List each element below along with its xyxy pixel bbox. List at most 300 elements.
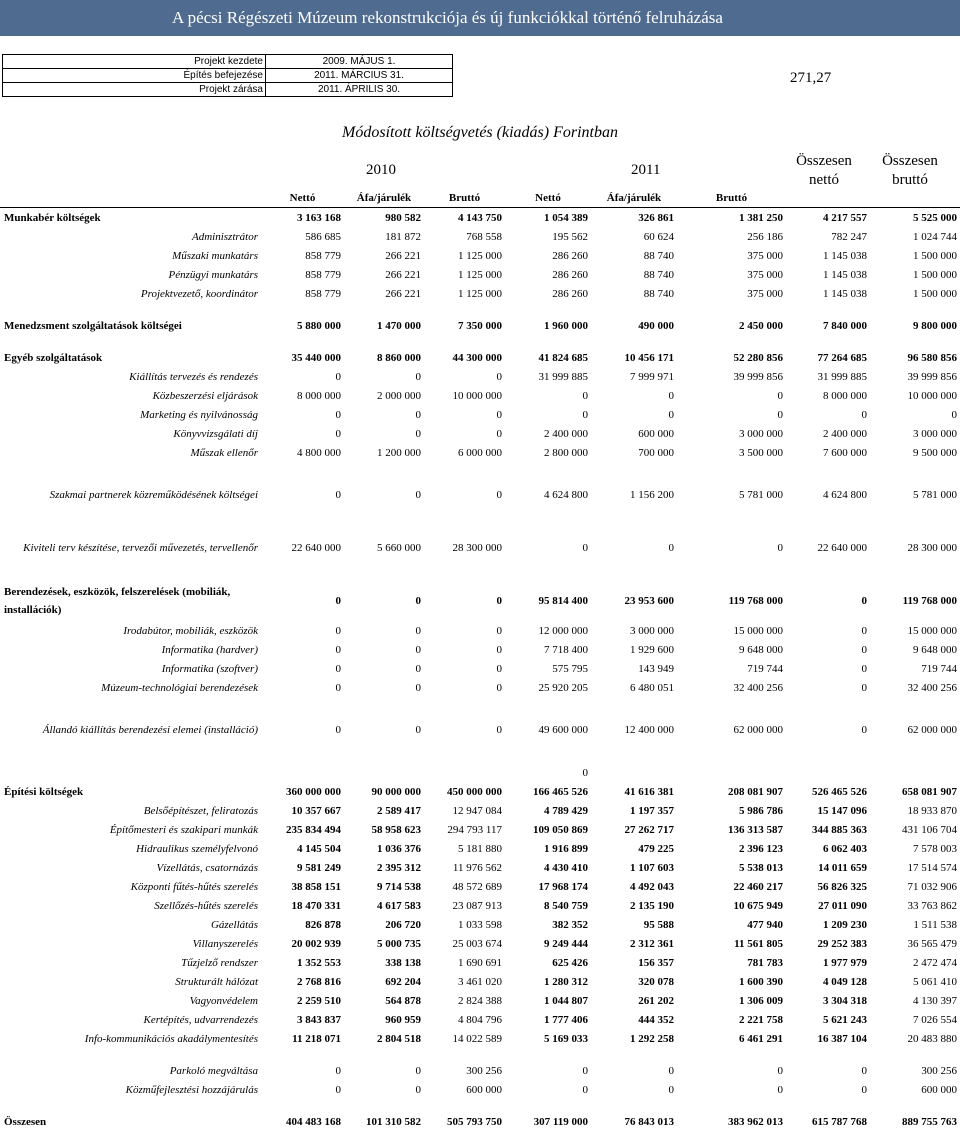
value-cell: 3 000 000 [630,624,674,637]
budget-row [0,991,960,1010]
total-gross-header: Összesen bruttó [882,153,938,188]
value-cell: 4 804 796 [458,1013,502,1026]
value-cell: 3 843 837 [297,1013,341,1026]
value-cell: 52 280 856 [733,351,783,364]
value-cell: 1 197 357 [630,804,674,817]
row-label: Közbeszerzési eljárások [152,389,258,402]
value-cell: 2 800 000 [544,446,588,459]
value-cell: 0 [335,724,341,736]
value-cell: 0 [335,643,341,656]
value-cell: 600 000 [638,427,674,440]
value-cell: 39 999 856 [733,370,783,383]
value-cell: 0 [415,662,421,675]
value-cell: 960 959 [385,1013,421,1026]
value-cell: 15 147 096 [817,804,867,817]
project-info-label: Projekt kezdete [3,55,266,69]
value-cell: 0 [335,681,341,694]
value-cell: 1 036 376 [377,842,421,855]
value-cell: 858 779 [305,268,341,281]
value-cell: 3 304 318 [823,994,867,1007]
value-cell: 9 249 444 [544,937,588,950]
value-cell: 431 106 704 [902,823,957,836]
value-cell: 1 209 230 [823,918,867,931]
value-cell: 0 [496,681,502,694]
budget-row [0,284,960,303]
value-cell: 266 221 [385,249,421,262]
value-cell: 1 470 000 [377,319,421,332]
row-label: Vízellátás, csatornázás [156,861,258,874]
value-cell: 0 [496,427,502,440]
value-cell: 0 [582,542,588,554]
value-cell: 11 561 805 [734,937,783,950]
project-duration: 271,27 [790,70,832,86]
budget-row [0,858,960,877]
budget-row [0,1112,960,1131]
value-cell [677,763,786,782]
value-cell: 0 [415,427,421,440]
value-cell: 14 022 589 [452,1032,502,1045]
budget-row [0,265,960,284]
value-cell: 0 [335,595,341,607]
value-cell: 0 [496,624,502,637]
value-cell: 8 000 000 [297,389,341,402]
row-label: Villanyszerelés [192,937,258,950]
value-cell: 0 [415,643,421,656]
value-cell: 27 262 717 [624,823,674,836]
value-cell: 1 033 598 [458,918,502,931]
project-info-value: 2009. MÁJUS 1. [266,55,453,69]
value-cell [344,763,424,782]
value-cell: 0 [582,1064,588,1077]
value-cell: 62 000 000 [907,724,957,736]
value-cell: 71 032 906 [907,880,957,893]
budget-row [0,763,960,782]
year-2010-header: 2010 [366,162,396,178]
value-cell: 360 000 000 [286,785,341,798]
row-label: Állandó kiállítás berendezési elemei (installáció) [42,724,258,736]
value-cell: 826 878 [305,918,341,931]
value-cell: 181 872 [385,230,421,243]
budget-row [0,782,960,801]
budget-row [0,405,960,424]
value-cell: 0 [668,1064,674,1077]
row-label: Berendezések, eszközök, felszerelések (mobiliák, installációk) [4,586,231,616]
value-cell: 300 256 [921,1064,957,1077]
value-cell: 1 107 603 [630,861,674,874]
value-cell: 6 461 291 [739,1032,783,1045]
row-label: Szakmai partnerek közreműködésének költségei [49,489,258,501]
value-cell: 382 352 [552,918,588,931]
spacer-row [0,697,960,710]
value-cell: 0 [668,408,674,421]
spacer-cell [0,335,960,348]
project-info-value: 2011. ÁPRILIS 30. [266,83,453,97]
spacer-cell [0,697,960,710]
value-cell: 0 [861,624,867,637]
budget-row [0,820,960,839]
value-cell: 0 [582,1083,588,1096]
value-cell: 39 999 856 [907,370,957,383]
value-cell: 0 [335,624,341,637]
value-cell: 41 616 381 [624,785,674,798]
value-cell: 0 [415,624,421,637]
value-cell: 17 514 574 [907,861,957,874]
value-cell: 586 685 [305,230,341,243]
value-cell: 88 740 [643,249,674,262]
value-cell: 0 [496,408,502,421]
row-label: Központi fűtés-hűtés szerelés [130,880,258,893]
value-cell: 16 387 104 [817,1032,867,1045]
value-cell: 444 352 [638,1013,674,1026]
value-cell: 375 000 [747,287,783,300]
value-cell: 0 [415,724,421,736]
value-cell: 2 135 190 [630,899,674,912]
value-cell: 7 026 554 [913,1013,957,1026]
budget-row [0,348,960,367]
value-cell: 36 565 479 [907,937,957,950]
budget-row [0,581,960,621]
value-cell: 0 [668,542,674,554]
value-cell: 286 260 [552,268,588,281]
value-cell: 9 800 000 [913,319,957,332]
value-cell: 0 [335,408,341,421]
value-cell: 1 381 250 [739,211,783,224]
spacer-row [0,1099,960,1112]
value-cell: 575 795 [552,662,588,675]
value-cell: 14 011 659 [818,861,867,874]
value-cell: 41 824 685 [538,351,588,364]
column-header: Bruttó [424,188,505,208]
budget-row [0,316,960,335]
budget-row [0,1029,960,1048]
value-cell: 2 000 000 [377,389,421,402]
value-cell: 1 044 807 [544,994,588,1007]
budget-row [0,839,960,858]
value-cell: 2 400 000 [544,427,588,440]
spacer-row [0,335,960,348]
spacer-row [0,303,960,316]
row-label: Menedzsment szolgáltatások költségei [4,319,182,332]
value-cell: 0 [335,662,341,675]
budget-row [0,367,960,386]
budget-row [0,896,960,915]
value-cell: 0 [861,724,867,736]
row-label: Építési költségek [4,785,84,798]
value-cell: 2 589 417 [377,804,421,817]
row-label: Kiviteli terv készítése, tervezői művezetés, tervellenőr [23,542,258,554]
value-cell: 9 500 000 [913,446,957,459]
value-cell: 1 145 038 [823,287,867,300]
row-label: Irodabútor, mobiliák, eszközök [123,624,258,637]
value-cell: 5 525 000 [913,211,957,224]
value-cell: 858 779 [305,287,341,300]
value-cell: 0 [582,389,588,402]
value-cell: 1 352 553 [297,956,341,969]
value-cell: 7 718 400 [544,643,588,656]
value-cell: 5 181 880 [458,842,502,855]
value-cell: 4 145 504 [297,842,341,855]
value-cell: 5 000 735 [377,937,421,950]
row-label: Gázellátás [210,918,258,931]
value-cell [261,763,344,782]
value-cell: 10 357 667 [291,804,341,817]
value-cell: 208 081 907 [728,785,783,798]
value-cell: 2 396 123 [739,842,783,855]
value-cell: 375 000 [747,249,783,262]
spacer-row [0,462,960,475]
row-label: Pénzügyi munkatárs [168,268,258,281]
value-cell: 143 949 [638,662,674,675]
value-cell: 1 024 744 [913,230,957,243]
column-header [870,188,960,208]
value-cell: 0 [861,408,867,421]
value-cell: 2 472 474 [913,956,957,969]
column-header: Bruttó [677,188,786,208]
value-cell: 3 500 000 [739,446,783,459]
value-cell: 18 470 331 [291,899,341,912]
value-cell: 3 000 000 [913,427,957,440]
value-cell: 1 156 200 [630,489,674,501]
value-cell: 1 500 000 [913,268,957,281]
total-net-header: Összesen nettó [796,153,852,188]
value-cell: 22 640 000 [817,542,867,554]
value-cell: 326 861 [638,211,674,224]
value-cell: 1 306 009 [739,994,783,1007]
value-cell: 11 976 562 [452,861,502,874]
value-cell: 889 755 763 [902,1115,957,1128]
value-cell: 7 600 000 [823,446,867,459]
value-cell: 0 [668,1083,674,1096]
budget-row [0,915,960,934]
value-cell: 692 204 [385,975,421,988]
value-cell: 7 840 000 [823,319,867,332]
value-cell: 658 081 907 [902,785,957,798]
value-cell: 2 312 361 [630,937,674,950]
row-label: Egyéb szolgáltatások [4,351,103,364]
value-cell: 0 [335,1083,341,1096]
value-cell [870,763,960,782]
value-cell: 0 [335,427,341,440]
value-cell: 76 843 013 [624,1115,674,1128]
row-label: Kiállítás tervezés és rendezés [129,370,258,383]
value-cell: 980 582 [385,211,421,224]
value-cell: 23 953 600 [624,595,674,607]
budget-row [0,710,960,750]
budget-row [0,475,960,515]
value-cell: 235 834 494 [286,823,341,836]
value-cell: 0 [415,1083,421,1096]
budget-row [0,246,960,265]
value-cell: 3 000 000 [739,427,783,440]
value-cell: 0 [415,370,421,383]
value-cell: 32 400 256 [907,681,957,694]
budget-row [0,953,960,972]
value-cell: 28 300 000 [907,542,957,554]
value-cell: 1 280 312 [544,975,588,988]
budget-title: Módosított költségvetés (kiadás) Forintban [342,124,618,141]
budget-row [0,801,960,820]
value-cell [424,763,505,782]
value-cell: 4 800 000 [297,446,341,459]
value-cell: 477 940 [747,918,783,931]
row-label: Összesen [4,1115,47,1128]
budget-row [0,443,960,462]
value-cell: 1 960 000 [544,319,588,332]
value-cell: 5 169 033 [544,1032,588,1045]
value-cell: 156 357 [638,956,674,969]
value-cell: 5 880 000 [297,319,341,332]
row-label: Vagyonvédelem [189,994,258,1007]
value-cell: 294 793 117 [447,823,502,836]
value-cell: 1 916 899 [544,842,588,855]
value-cell: 4 624 800 [544,489,588,501]
value-cell: 3 461 020 [458,975,502,988]
value-cell: 4 217 557 [823,211,867,224]
value-cell: 11 218 071 [292,1032,341,1045]
value-cell: 20 483 880 [907,1032,957,1045]
value-cell: 615 787 768 [812,1115,867,1128]
value-cell: 119 768 000 [902,595,957,607]
value-cell: 95 814 400 [538,595,588,607]
row-label: Info-kommunikációs akadálymentesítés [84,1032,258,1045]
value-cell: 2 768 816 [297,975,341,988]
value-cell: 1 292 258 [630,1032,674,1045]
value-cell: 12 400 000 [624,724,674,736]
value-cell: 300 256 [466,1064,502,1077]
row-label: Szellőzés-hűtés szerelés [154,899,258,912]
value-cell: 109 050 869 [533,823,588,836]
value-cell: 0 [415,489,421,501]
value-cell: 1 125 000 [458,268,502,281]
column-header: Nettó [505,188,591,208]
value-cell: 0 [415,681,421,694]
budget-row [0,640,960,659]
value-cell: 6 480 051 [630,681,674,694]
value-cell: 4 624 800 [823,489,867,501]
budget-row [0,621,960,640]
value-cell: 77 264 685 [817,351,867,364]
value-cell: 5 986 786 [739,804,783,817]
row-label: Parkoló megváltása [169,1064,258,1077]
budget-table [0,188,960,1131]
value-cell: 25 920 205 [538,681,588,694]
row-label: Múzeum-technológiai berendezések [101,681,258,694]
value-cell: 31 999 885 [817,370,867,383]
spacer-row [0,515,960,528]
value-cell: 1 200 000 [377,446,421,459]
value-cell: 0 [335,1064,341,1077]
value-cell: 60 624 [643,230,674,243]
value-cell: 1 777 406 [544,1013,588,1026]
value-cell: 10 000 000 [907,389,957,402]
value-cell [591,763,677,782]
budget-row [0,877,960,896]
value-cell: 0 [496,489,502,501]
value-cell: 0 [777,389,783,402]
value-cell: 10 675 949 [733,899,783,912]
value-cell: 32 400 256 [733,681,783,694]
value-cell: 719 744 [747,662,783,675]
project-info-row [3,83,453,97]
spacer-cell [0,303,960,316]
value-cell: 600 000 [921,1083,957,1096]
value-cell: 0 [777,1083,783,1096]
value-cell: 2 804 518 [377,1032,421,1045]
value-cell: 15 000 000 [733,624,783,637]
value-cell: 0 [861,1064,867,1077]
value-cell: 4 430 410 [544,861,588,874]
value-cell: 375 000 [747,268,783,281]
value-cell: 261 202 [638,994,674,1007]
spacer-row [0,750,960,763]
value-cell: 119 768 000 [728,595,783,607]
row-label: Műszaki munkatárs [172,249,258,262]
column-header: Áfa/járulék [344,188,424,208]
value-cell: 344 885 363 [812,823,867,836]
value-cell: 2 259 510 [297,994,341,1007]
value-cell: 286 260 [552,287,588,300]
row-label [0,763,261,782]
value-cell: 0 [861,662,867,675]
value-cell: 286 260 [552,249,588,262]
budget-row [0,528,960,568]
value-cell: 0 [496,595,502,607]
value-cell: 31 999 885 [538,370,588,383]
value-cell: 7 578 003 [913,842,957,855]
row-label: Kertépítés, udvarrendezés [143,1013,258,1026]
value-cell: 23 087 913 [452,899,502,912]
spacer-cell [0,515,960,528]
value-cell: 49 600 000 [538,724,588,736]
value-cell: 8 540 759 [544,899,588,912]
value-cell: 9 648 000 [739,643,783,656]
year-2011-header: 2011 [631,162,661,178]
value-cell: 101 310 582 [366,1115,421,1128]
project-info-row [3,69,453,83]
value-cell: 25 003 674 [452,937,502,950]
value-cell: 0 [415,1064,421,1077]
value-cell: 1 500 000 [913,249,957,262]
value-cell: 564 878 [385,994,421,1007]
value-cell: 490 000 [638,319,674,332]
spacer-cell [0,750,960,763]
row-label: Közműfejlesztési hozzájárulás [125,1083,258,1096]
value-cell: 781 783 [747,956,783,969]
value-cell: 383 962 013 [728,1115,783,1128]
value-cell: 7 350 000 [458,319,502,332]
value-cell: 15 000 000 [907,624,957,637]
value-cell: 5 660 000 [377,542,421,554]
value-cell: 1 977 979 [823,956,867,969]
value-cell: 6 062 403 [823,842,867,855]
value-cell: 88 740 [643,268,674,281]
row-label: Könyvvizsgálati díj [173,427,258,440]
column-header: Nettó [261,188,344,208]
row-label: Belsőépítészet, feliratozás [143,804,258,817]
budget-row [0,1080,960,1099]
value-cell: 4 789 429 [544,804,588,817]
value-cell: 48 572 689 [452,880,502,893]
column-header [786,188,870,208]
value-cell: 256 186 [747,230,783,243]
value-cell: 56 826 325 [817,880,867,893]
value-cell: 0 [415,408,421,421]
value-cell: 17 968 174 [538,880,588,893]
value-cell: 450 000 000 [447,785,502,798]
value-cell: 18 933 870 [907,804,957,817]
value-cell: 4 049 128 [823,975,867,988]
value-cell: 0 [861,643,867,656]
